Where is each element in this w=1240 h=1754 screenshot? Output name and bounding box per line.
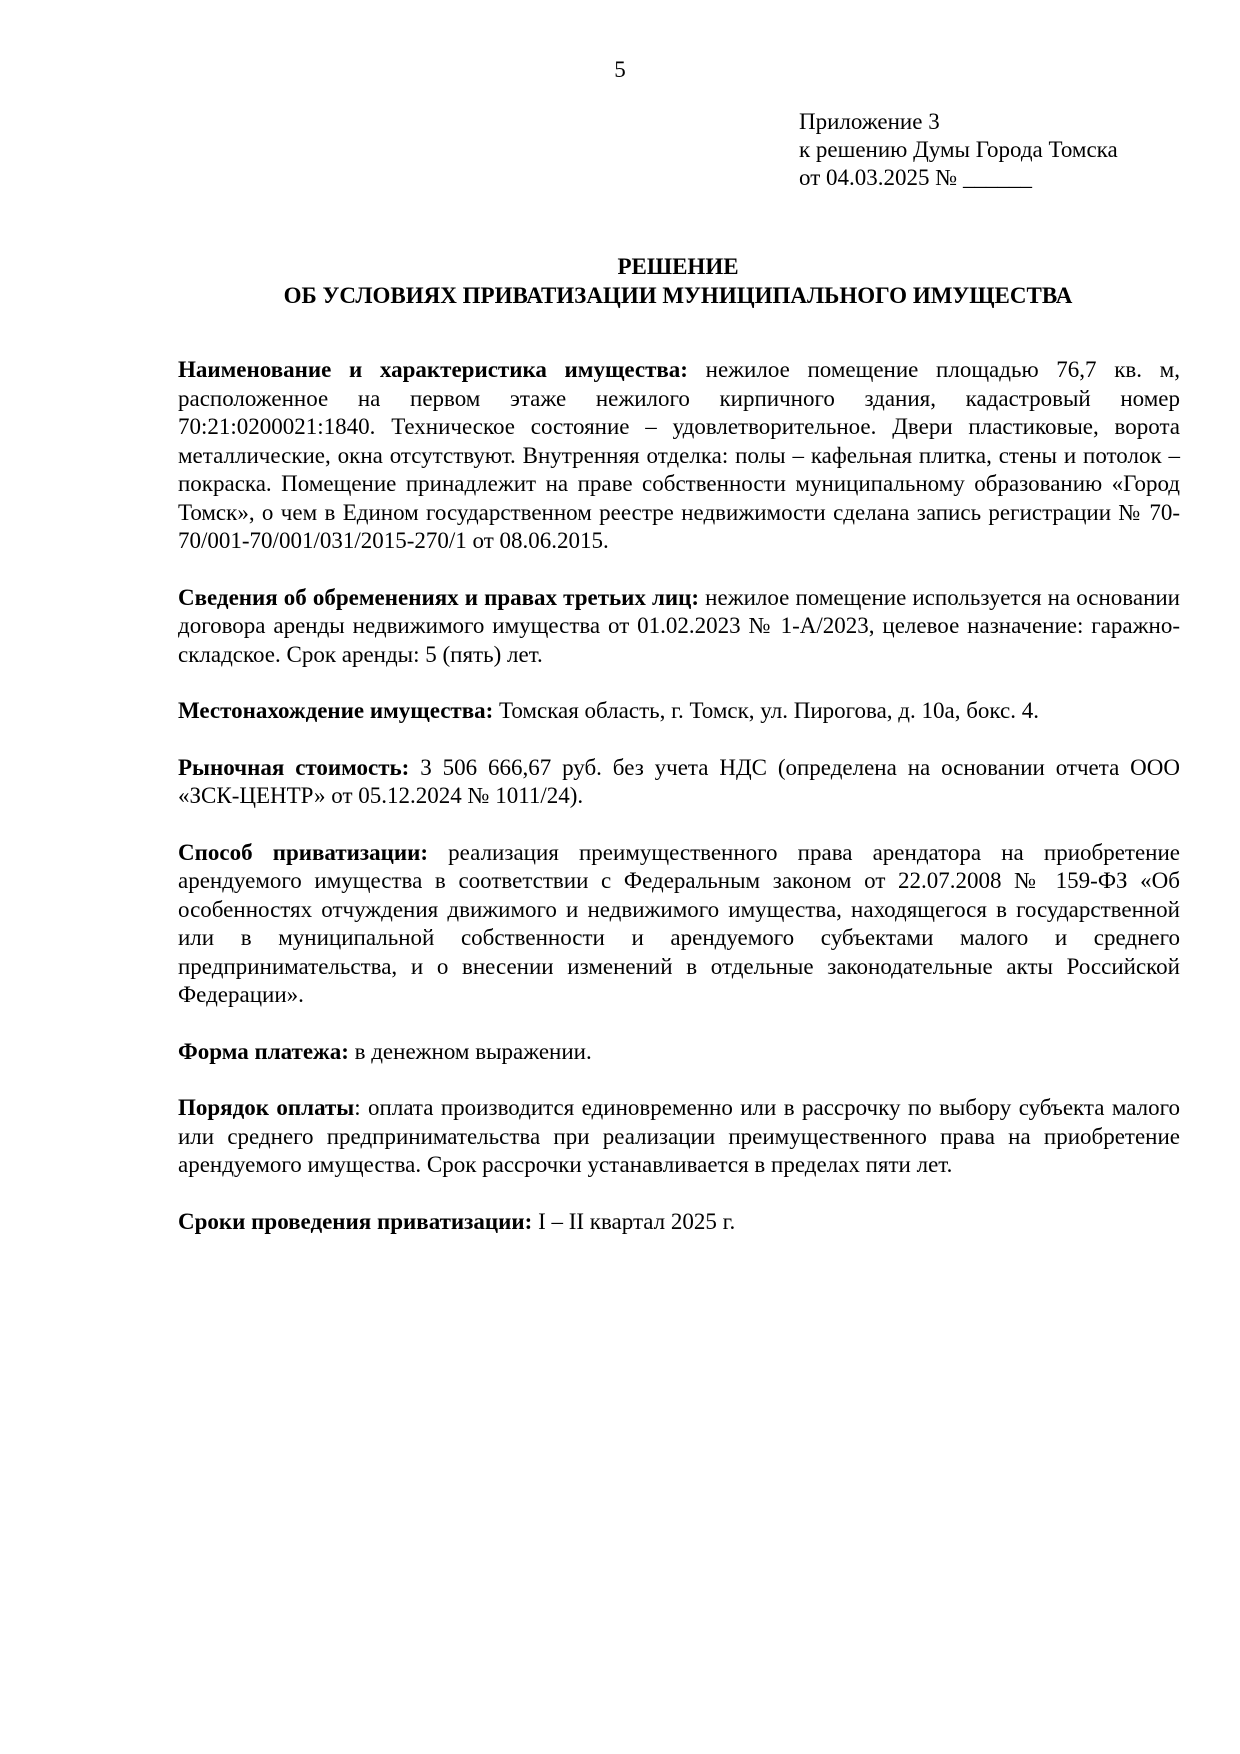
section-payment-form <box>178 1038 1180 1067</box>
section-text: I – II квартал 2025 г. <box>532 1208 736 1234</box>
title-line: ОБ УСЛОВИЯХ ПРИВАТИЗАЦИИ МУНИЦИПАЛЬНОГО ИМУЩЕСТВА <box>283 283 1073 308</box>
section-property-description <box>178 356 1180 556</box>
section-text: реализация преимущественного права арендатора на приобретение арендуемого имущества в соответствии с Федеральным законом от 22.07.2008 № 159-ФЗ «Об особенностях отчуждения движимого и недвижимого имущества, находящегося в государственной или в муниципальной собственности и арендуемого субъектами малого и среднего предпринимательства, и о внесении изменений в отдельные законодательные акты Российской Федерации». <box>178 839 1180 1007</box>
section-text: нежилое помещение используется на основании договора аренды недвижимого имущества от 01.02.2023 № 1-А/2023, целевое назначение: гаражно-складское. Срок аренды: 5 (пять) лет. <box>178 584 1180 667</box>
section-label: Рыночная стоимость: <box>178 754 410 780</box>
section-label: Сроки проведения приватизации: <box>178 1208 533 1234</box>
document-title <box>178 252 1178 310</box>
section-label: Форма платежа: <box>178 1038 349 1064</box>
section-label: Порядок оплаты <box>178 1095 355 1120</box>
section-label: Способ приватизации: <box>178 839 429 865</box>
section-text: нежилое помещение площадью 76,7 кв. м, расположенное на первом этаже нежилого кирпичного здания, кадастровый номер 70:21:0200021:1840. Техническое состояние – удовлетворительное. Двери пластиковые, ворота металлические, окна отсутствуют. Внутренняя отделка: полы – кафельная плитка, стены и потолок – покраска. Помещение принадлежит на праве собственности муниципальному образованию «Город Томск», о чем в Едином государственном реестре недвижимости сделана запись регистрации № 70-70/001-70/001/031/2015-270/1 от 08.06.2015. <box>178 357 1180 553</box>
section-label: Местонахождение имущества: <box>178 698 494 723</box>
section-text: Томская область, г. Томск, ул. Пирогова, д. 10а, бокс. 4. <box>493 698 1039 723</box>
section-text: : оплата производится единовременно или в рассрочку по выбору субъекта малого или среднего предпринимательства при реализации преимущественного права на приобретение арендуемого имущества. Срок рассрочки устанавливается в пределах пяти лет. <box>178 1095 1180 1177</box>
appendix-header <box>799 108 1199 192</box>
section-privatization-method <box>178 839 1180 1010</box>
title-line: РЕШЕНИЕ <box>617 254 739 279</box>
appendix-line: Приложение 3 <box>799 109 940 134</box>
page-number: 5 <box>614 57 626 82</box>
section-encumbrances <box>178 584 1180 670</box>
section-label: Наименование и характеристика имущества: <box>178 357 688 382</box>
section-location <box>178 697 1180 726</box>
document-body <box>178 356 1180 1264</box>
section-market-value <box>178 754 1180 811</box>
section-label: Сведения об обременениях и правах третьих лиц: <box>178 584 700 610</box>
section-payment-procedure <box>178 1094 1180 1180</box>
section-text: в денежном выражении. <box>348 1038 592 1064</box>
appendix-line: от 04.03.2025 № ______ <box>799 165 1032 190</box>
section-privatization-period <box>178 1208 1180 1237</box>
appendix-line: к решению Думы Города Томска <box>799 137 1118 162</box>
section-text: 3 506 666,67 руб. без учета НДС (определена на основании отчета ООО «ЗСК-ЦЕНТР» от 05.12.2024 № 1011/24). <box>178 754 1180 808</box>
